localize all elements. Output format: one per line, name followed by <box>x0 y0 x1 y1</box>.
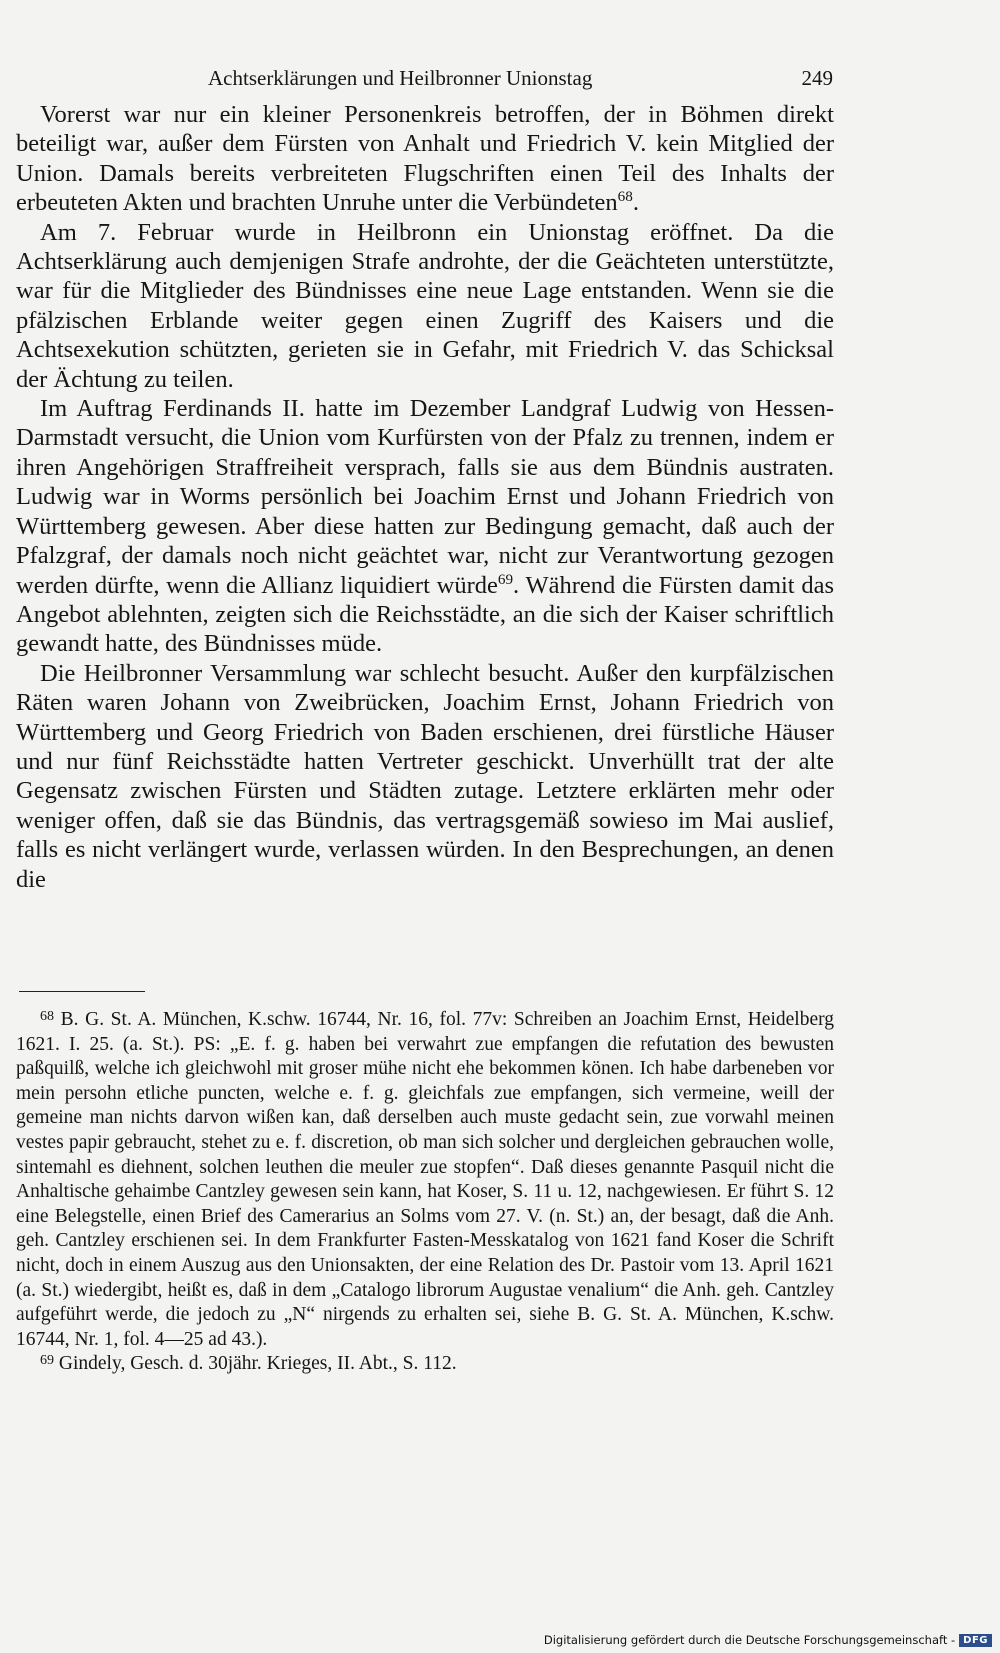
running-title: Achtserklärungen und Heilbronner Unionstag <box>208 66 593 90</box>
paragraph-3-text: Im Auftrag Ferdinands II. hatte im Dezember Landgraf Ludwig von Hessen-Darmstadt versucht, die Union vom Kurfürsten von der Pfalz zu trennen, indem er ihren Angehörigen Straffreiheit versprach, falls sie aus dem Bündnis austraten. Ludwig war in Worms persönlich bei Joachim Ernst und Johann Friedrich von Württemberg gewesen. Aber diese hatten zur Bedingung gemacht, daß auch der Pfalzgraf, der damals noch nicht geächtet war, nicht zur Verantwortung gezogen werden dürfte, wenn die Allianz liquidiert würde <box>16 395 834 599</box>
dfg-logo: DFG <box>959 1634 992 1647</box>
footnote-68-text: B. G. St. A. München, K.schw. 16744, Nr. 16, fol. 77v: Schreiben an Joachim Ernst, Heidelberg 1621. I. 25. (a. St.). PS: „E. f. g. haben bei verwahrt zue empfangen die refutation des bewusten paßquilß, welche ich gleichwohl mit groser mühe nicht ehe bekommen könen. Ich habe darbeneben vor mein persohn etliche puncten, welche e. f. g. gleichfals zue empfangen, sich vermeine, weill der gemeine man nichts darvon wißen kan, daß derselben auch muste gedacht sein, zue vorwahl meinen vestes papir gebraucht, stehet zu e. f. discretion, ob man sich solcher und dergleichen gebrauchen wolle, sintemahl es diehnent, solchen leuthen die meuler zue stopfen“. Daß dieses genannte Pasquil nicht die Anhaltische gehaimbe Cantzley gewesen sein kann, hat Koser, S. 11 u. 12, nachgewiesen. Er führt S. 12 eine Belegstelle, einen Brief des Camerarius an Solms vom 27. V. (n. St.) an, der besagt, daß die Anh. geh. Cantzley erschienen sei. In dem Frankfurter Fasten-Messkatalog von 1621 fand Koser die Schrift nicht, doch in einem Auszug aus den Unionsakten, der eine Relation des Dr. Pastoir vom 13. April 1621 (a. St.) wiedergibt, heißt es, daß in dem „Catalogo librorum Augustae venalium“ die Anh. geh. Cantzley aufgeführt werde, die jedoch zu „N“ nirgends zu erhalten sei, siehe B. G. St. A. München, K.schw. 16744, Nr. 1, fol. 4—25 ad 43.). <box>16 1009 834 1350</box>
paragraph-3 <box>16 394 834 659</box>
footnotes <box>16 1008 834 1377</box>
footnote-divider <box>19 991 145 992</box>
paragraph-1 <box>16 100 834 218</box>
body-text <box>16 100 834 894</box>
footnote-ref-69: 69 <box>497 570 514 588</box>
footnote-68 <box>16 1008 834 1352</box>
paragraph-4: Die Heilbronner Versammlung war schlecht besucht. Außer den kurpfälzischen Räten waren Johann von Zweibrücken, Joachim Ernst, Johann Friedrich von Württemberg und Georg Friedrich von Baden erschienen, drei fürstliche Häuser und nur fünf Reichsstädte hatten Vertreter geschickt. Unverhüllt trat der alte Gegensatz zwischen Fürsten und Städten zutage. Letztere erklärten mehr oder weniger offen, daß sie das Bündnis, das vertragsgemäß sowieso im Mai auslief, falls es nicht verlängert wurde, verlassen würden. In den Besprechungen, an denen die <box>16 659 834 893</box>
paragraph-2: Am 7. Februar wurde in Heilbronn ein Unionstag eröffnet. Da die Achtserklärung auch demjenigen Strafe androhte, der die Geächteten unterstützte, war für die Mitglieder des Bündnisses eine neue Lage entstanden. Wenn sie die pfälzischen Erblande weiter gegen einen Zugriff des Kaisers und die Achtsexekution schützten, gerieten sie in Gefahr, mit Friedrich V. das Schicksal der Ächtung zu teilen. <box>16 218 834 393</box>
paragraph-1-tail: . <box>632 189 639 217</box>
digitization-credit-text: Digitalisierung gefördert durch die Deutsche Forschungsgemeinschaft - <box>543 1633 956 1647</box>
page-number: 249 <box>801 66 833 90</box>
paragraph-3-tail: . Während die Fürsten damit das Angebot ablehnten, zeigten sich die Reichsstädte, an die sich der Kaiser schriftlich gewandt hatte, des Bündnisses müde. <box>16 571 834 658</box>
footnote-68-mark: 68 <box>40 1008 55 1025</box>
running-head <box>208 66 833 94</box>
footnote-69-mark: 69 <box>40 1352 55 1369</box>
footnote-ref-68: 68 <box>617 188 633 206</box>
paragraph-1-text: Vorerst war nur ein kleiner Personenkreis betroffen, der in Böhmen direkt beteiligt war, außer dem Fürsten von Anhalt und Friedrich V. kein Mitglied der Union. Damals bereits verbreiteten Flugschriften einen Teil des Inhalts der erbeuteten Akten und brachten Unruhe unter die Verbündeten <box>16 101 834 217</box>
footnote-69 <box>16 1352 834 1377</box>
digitization-credit <box>544 1631 992 1649</box>
footnote-69-text: Gindely, Gesch. d. 30jähr. Krieges, II. Abt., S. 112. <box>54 1353 457 1375</box>
